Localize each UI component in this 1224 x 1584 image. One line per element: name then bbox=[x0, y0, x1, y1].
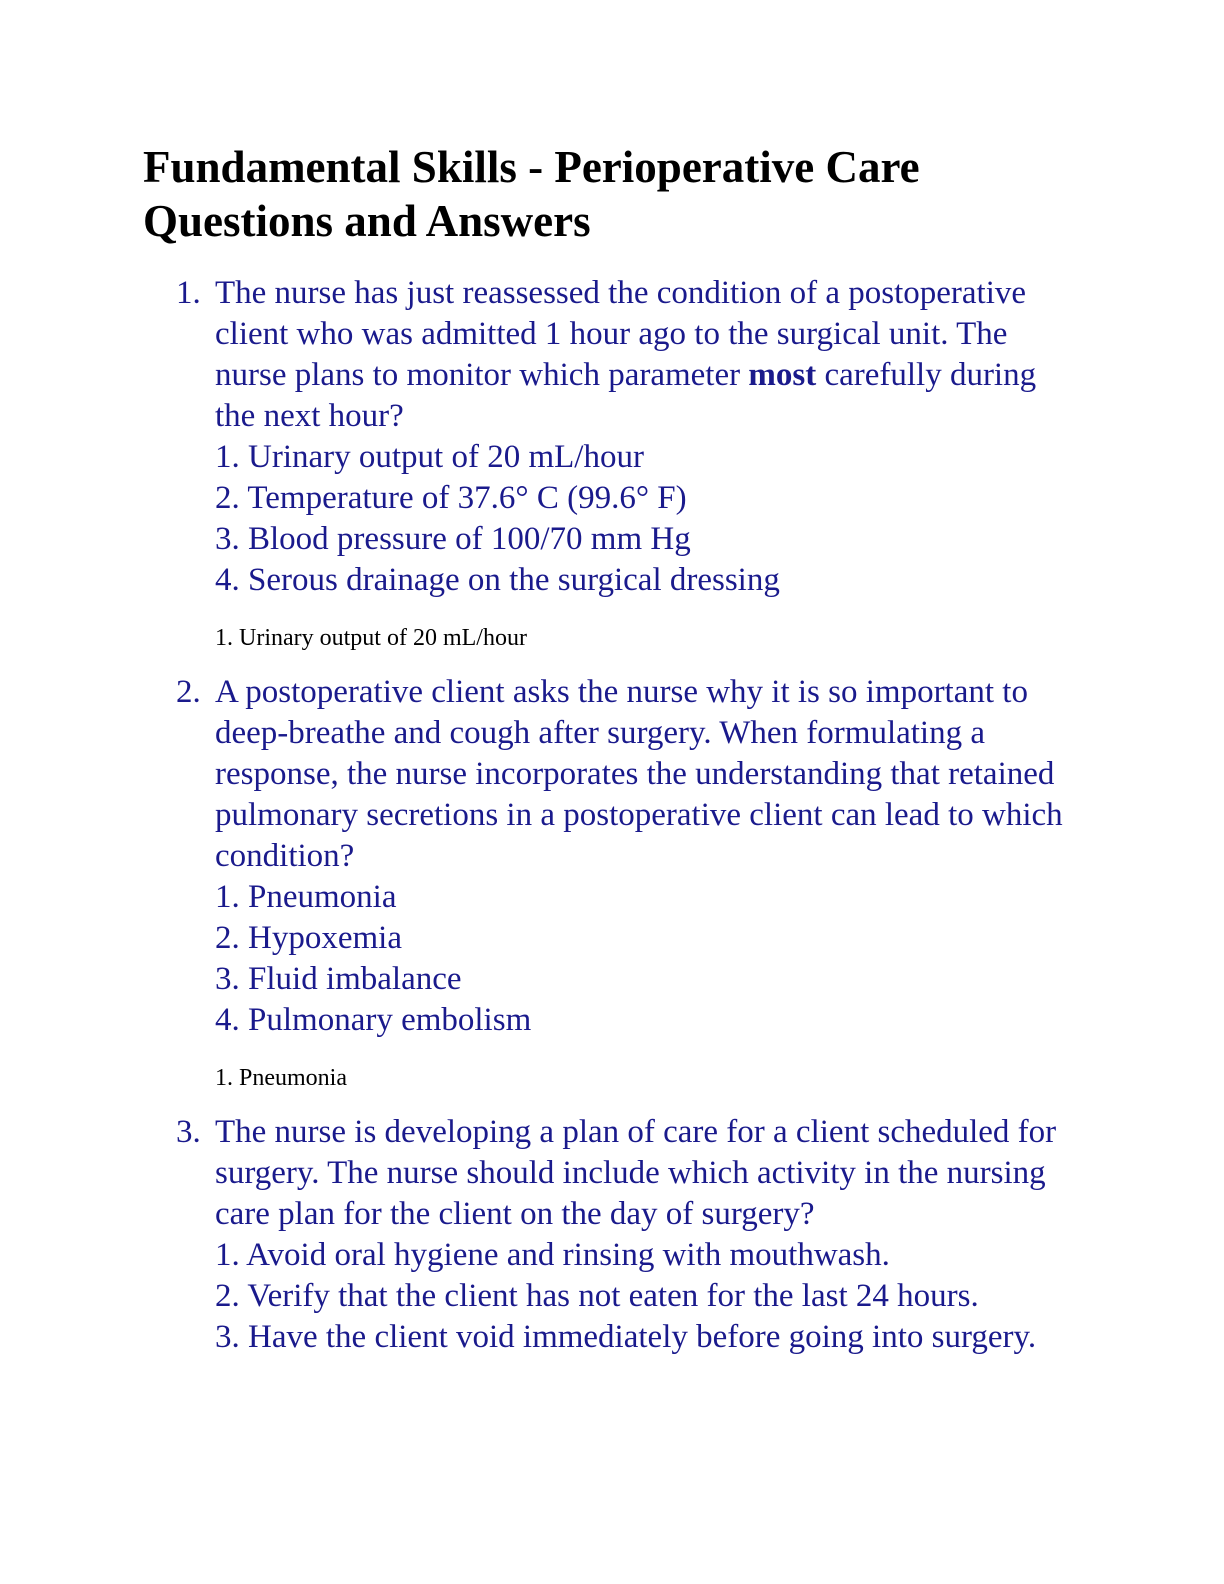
choice-item: 2. Hypoxemia bbox=[215, 920, 402, 956]
page-title bbox=[143, 140, 1083, 248]
title-line-1: Fundamental Skills - Perioperative Care bbox=[143, 142, 920, 192]
question-emphasis: most bbox=[748, 357, 817, 393]
answer-text: 1. Pneumonia bbox=[215, 1065, 347, 1091]
question-text-after: carefully during the next hour? bbox=[215, 357, 1037, 434]
question-item bbox=[143, 672, 1083, 1093]
answer-text: 1. Urinary output of 20 mL/hour bbox=[215, 625, 527, 651]
title-line-2: Questions and Answers bbox=[143, 196, 591, 246]
question-list bbox=[143, 273, 1083, 1358]
choice-item: 4. Pulmonary embolism bbox=[215, 1002, 532, 1038]
choice-list bbox=[215, 1235, 1083, 1358]
choice-item: 3. Have the client void immediately before going into surgery. bbox=[215, 1319, 1037, 1355]
question-number: 2. bbox=[176, 674, 201, 710]
question-text: A postoperative client asks the nurse why it is so important to deep-breathe and cough after surgery. When formulating a response, the nurse incorporates the understanding that retained pulmonary secretions in a postoperative client can lead to which condition? bbox=[215, 674, 1063, 874]
question-number: 1. bbox=[176, 275, 201, 311]
choice-item: 4. Serous drainage on the surgical dressing bbox=[215, 562, 780, 598]
question-text: The nurse is developing a plan of care for a client scheduled for surgery. The nurse should include which activity in the nursing care plan for the client on the day of surgery? bbox=[215, 1114, 1057, 1232]
choice-item: 1. Pneumonia bbox=[215, 879, 397, 915]
question-text-before: The nurse has just reassessed the condition of a postoperative client who was admitted 1 hour ago to the surgical unit. The nurse plans to monitor which parameter bbox=[215, 275, 1027, 393]
choice-item: 2. Temperature of 37.6° C (99.6° F) bbox=[215, 480, 687, 516]
choice-item: 3. Blood pressure of 100/70 mm Hg bbox=[215, 521, 691, 557]
question-text bbox=[215, 273, 1083, 437]
choice-item: 2. Verify that the client has not eaten for the last 24 hours. bbox=[215, 1278, 979, 1314]
question-item bbox=[143, 273, 1083, 653]
question-item bbox=[143, 1112, 1083, 1358]
question-number: 3. bbox=[176, 1114, 201, 1150]
choice-item: 1. Urinary output of 20 mL/hour bbox=[215, 439, 644, 475]
choice-list bbox=[215, 437, 1083, 601]
choice-item: 1. Avoid oral hygiene and rinsing with mouthwash. bbox=[215, 1237, 890, 1273]
choice-item: 3. Fluid imbalance bbox=[215, 961, 462, 997]
document-page bbox=[143, 140, 1083, 1358]
choice-list bbox=[215, 877, 1083, 1041]
